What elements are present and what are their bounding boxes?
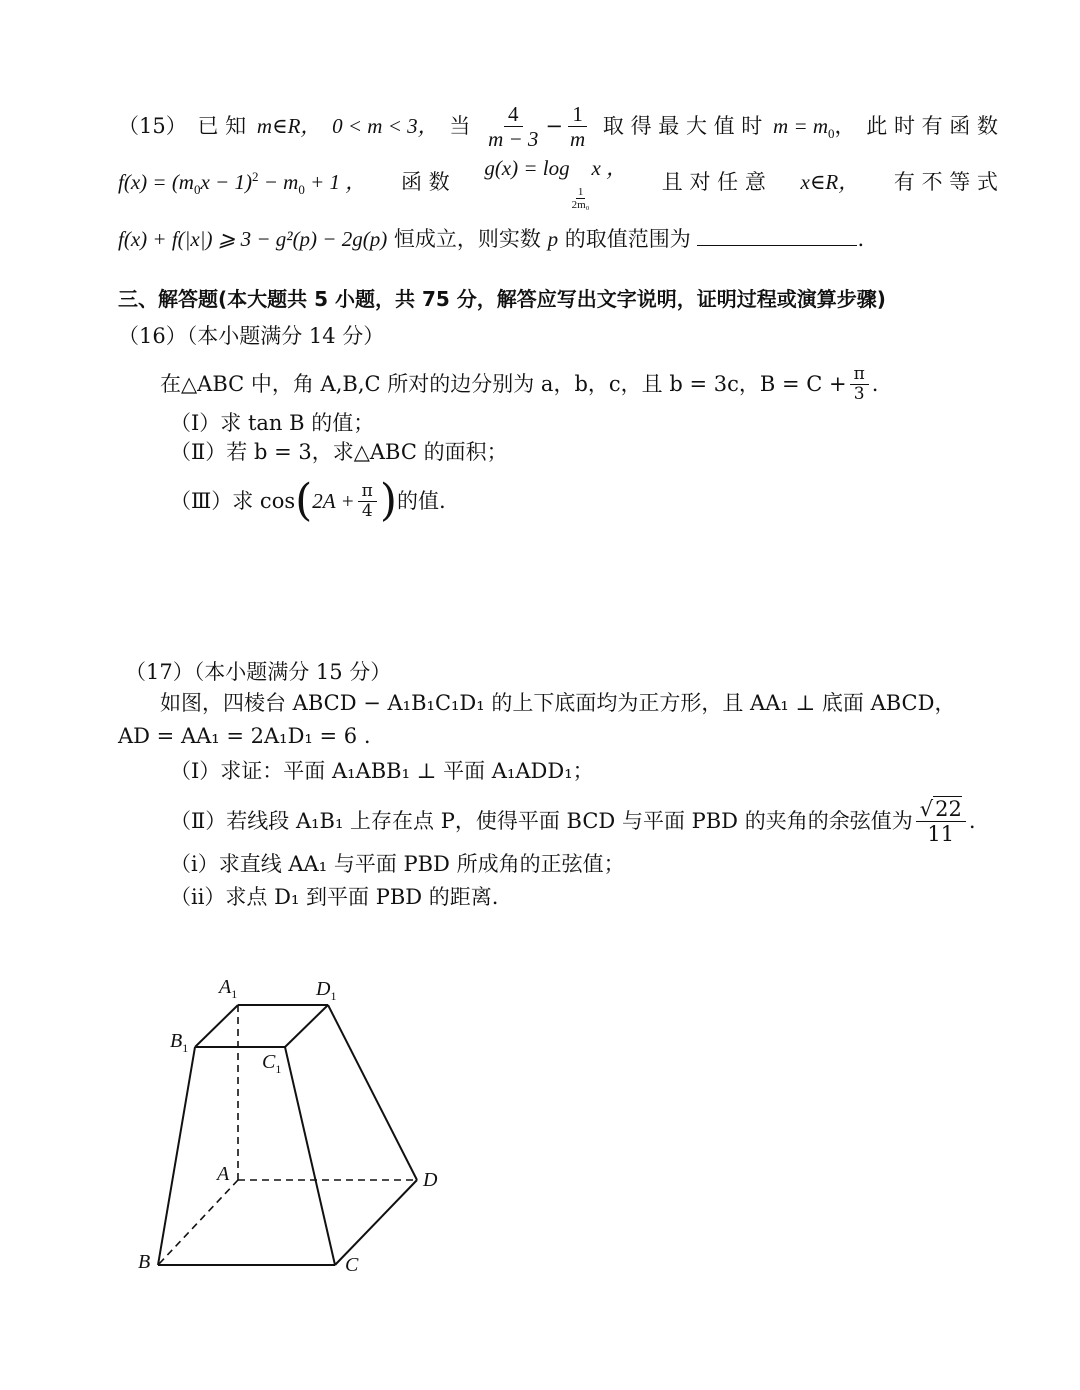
q16-pi-over-4 xyxy=(358,482,377,521)
q15-takes-max: 取 得 最 大 值 时 xyxy=(602,114,763,138)
q15-number: （15） xyxy=(118,114,187,138)
q15-frac1-num: 4 xyxy=(504,102,523,127)
q15-ineq: 有 不 等 式 xyxy=(893,170,998,194)
edge-C1C xyxy=(285,1047,335,1265)
q15-f-def-sub: 0 xyxy=(193,182,201,198)
q15-known: 已 知 xyxy=(197,114,247,138)
q16-pi-over-3 xyxy=(850,365,869,404)
q17-stem2: AD = AA₁ = 2A₁D₁ = 6 . xyxy=(118,724,371,748)
label-C1: $C_1$ xyxy=(262,1051,282,1076)
q17-header: （17）（本小题满分 15 分） xyxy=(125,660,392,684)
q15-m-eq xyxy=(773,111,856,141)
label-C: C xyxy=(345,1254,359,1276)
q15-f-def-a: f(x) = (m xyxy=(118,170,194,194)
q16-part3-pre: （Ⅲ）求 cos xyxy=(170,489,296,513)
q15-log-base-num: 1 xyxy=(577,186,584,198)
edge-CD xyxy=(335,1180,417,1265)
label-D: D xyxy=(423,1169,438,1191)
q16-part3-expr: 2A + xyxy=(312,489,355,513)
q15-minus: − xyxy=(545,114,564,138)
q16-part2: （Ⅱ）若 b = 3，求△ABC 的面积； xyxy=(170,440,508,464)
q16-part3-four: 4 xyxy=(361,500,373,521)
q15-line3 xyxy=(118,224,864,254)
label-D1: $D_1$ xyxy=(316,978,337,1003)
q15-line3-end: . xyxy=(857,227,865,251)
q15-expression xyxy=(481,102,592,151)
frustum-figure xyxy=(120,965,460,1285)
q15-f-def-b: x − 1) xyxy=(200,170,252,194)
q17-sqrt22-over-11 xyxy=(916,797,966,846)
q17-part1: （Ⅰ）求证：平面 A₁ABB₁ ⊥ 平面 A₁ADD₁； xyxy=(170,759,594,783)
q17-sub2: （ii）求点 D₁ 到平面 PBD 的距离. xyxy=(170,885,499,909)
q15-line1 xyxy=(118,101,998,151)
label-B: B xyxy=(138,1251,151,1273)
q15-frac1-den: m − 3 xyxy=(488,126,539,151)
q16-part1: （Ⅰ）求 tan B 的值； xyxy=(170,411,375,435)
edge-D1D xyxy=(328,1005,417,1180)
q16-stem-text: 在△ABC 中，角 A,B,C 所对的边分别为 a，b，c，且 b = 3c，B = C + xyxy=(160,372,847,396)
q15-f-def xyxy=(118,167,366,197)
q15-g-def-a: g(x) = log xyxy=(484,156,570,180)
label-A: A xyxy=(217,1163,230,1185)
q15-f-def-sub2: 0 xyxy=(298,182,305,198)
q15-var-p: p xyxy=(547,227,559,251)
q17-part2-num: √22 xyxy=(916,797,966,822)
q15-m-eq-sub: 0 xyxy=(828,126,835,142)
q15-frac1 xyxy=(484,102,542,151)
q15-frac2 xyxy=(566,102,589,151)
q15-func: 函 数 xyxy=(400,170,450,194)
q15-frac2-num: 1 xyxy=(568,102,587,127)
q17-stem1: 如图，四棱台 ABCD − A₁B₁C₁D₁ 的上下底面均为正方形，且 AA₁ ⊥ 底面 ABCD， xyxy=(160,691,956,715)
q15-given1: m∈R， xyxy=(256,114,322,138)
label-B1: $B_1$ xyxy=(170,1030,189,1055)
q16-stem-end: . xyxy=(871,372,879,396)
q17-part2-text: （Ⅱ）若线段 A₁B₁ 上存在点 P，使得平面 BCD 与平面 PBD 的夹角的余弦值为 xyxy=(170,809,913,833)
edge-D1C1 xyxy=(285,1005,328,1047)
q15-m-eq-text: m = m xyxy=(773,114,829,138)
q16-stem xyxy=(160,362,878,406)
q15-comma: ， xyxy=(834,114,856,138)
q15-f-def-sup: 2 xyxy=(251,169,259,184)
q15-line2 xyxy=(118,156,998,211)
q15-frac2-den: m xyxy=(570,126,586,151)
q15-line3-text2: 的取值范围为 xyxy=(564,227,691,251)
q16-left-paren: ( xyxy=(295,475,313,526)
q17-part2-radicand: 22 xyxy=(935,796,962,821)
q15-x-in: x∈R， xyxy=(800,170,860,194)
q15-g-def-b: x ， xyxy=(591,156,628,180)
q15-when: 当 xyxy=(449,114,471,138)
q15-f-def-d: + 1 ， xyxy=(304,170,367,194)
q15-log-base xyxy=(572,186,590,211)
q16-right-paren: ) xyxy=(379,475,398,526)
q16-header: （16）（本小题满分 14 分） xyxy=(118,324,385,348)
q15-line3-text: 恒成立，则实数 xyxy=(393,227,541,251)
q15-for-any: 且 对 任 意 xyxy=(661,170,766,194)
q17-part2 xyxy=(170,796,976,846)
q17-part2-den: 11 xyxy=(927,821,955,846)
q16-pi: π xyxy=(850,365,869,385)
q15-f-def-c: − m xyxy=(258,170,299,194)
q16-part3-post: 的值. xyxy=(397,489,446,513)
q16-part3-pi: π xyxy=(358,482,377,502)
section3-heading: 三、解答题(本大题共 5 小题，共 75 分，解答应写出文字说明，证明过程或演算步骤) xyxy=(118,287,886,311)
q15-inequality-expr: f(x) + f(|x|) ⩾ 3 − g²(p) − 2g(p) xyxy=(118,227,388,251)
edge-B1B xyxy=(158,1047,195,1265)
q15-log-base-den: 2m₀ xyxy=(571,199,590,211)
label-A1: $A_1$ xyxy=(219,976,238,1001)
q15-g-def xyxy=(484,153,627,211)
q17-sub1: （i）求直线 AA₁ 与平面 PBD 所成角的正弦值； xyxy=(170,852,625,876)
q16-three: 3 xyxy=(853,383,865,404)
q15-given2: 0 < m < 3， xyxy=(332,114,439,138)
q15-answer-blank[interactable] xyxy=(697,225,857,246)
edge-A1B1 xyxy=(195,1005,238,1047)
q17-part2-end: . xyxy=(968,809,976,833)
q15-then-has: 此 时 有 函 数 xyxy=(866,114,998,138)
q16-part3 xyxy=(170,476,446,526)
